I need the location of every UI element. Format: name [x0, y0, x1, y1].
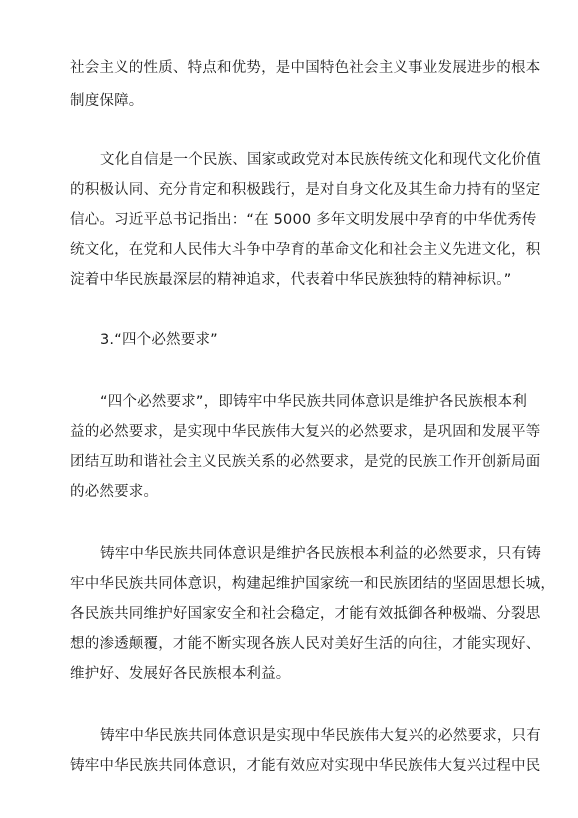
paragraph-first-line: 文化自信是一个民族、国家或政党对本民族传统文化和现代文化价值 — [100, 152, 541, 168]
text-line: 铸牢中华民族共同体意识，才能有效应对实现中华民族伟大复兴过程中民 — [70, 758, 541, 774]
section-heading: 3.“四个必然要求” — [100, 332, 218, 348]
text-line: 各民族共同维护好国家安全和社会稳定，才能有效抵御各种极端、分裂思 — [70, 606, 541, 622]
paragraph-first-line: 铸牢中华民族共同体意识是维护各民族根本利益的必然要求，只有铸 — [100, 546, 541, 562]
text-line: 统文化，在党和人民伟大斗争中孕育的革命文化和社会主义先进文化，积 — [70, 242, 541, 258]
text-line: 想的渗透颠覆，才能不断实现各族人民对美好生活的向往，才能实现好、 — [70, 636, 541, 652]
text-line: 牢中华民族共同体意识，构建起维护国家统一和民族团结的坚固思想长城， — [70, 576, 556, 592]
text-line: 的积极认同、充分肯定和积极践行，是对自身文化及其生命力持有的坚定 — [70, 182, 541, 198]
text-line: 淀着中华民族最深层的精神追求，代表着中华民族独特的精神标识。” — [70, 272, 512, 288]
text-line: 社会主义的性质、特点和优势，是中国特色社会主义事业发展进步的根本 — [70, 60, 541, 76]
paragraph-first-line: 铸牢中华民族共同体意识是实现中华民族伟大复兴的必然要求，只有 — [100, 728, 541, 744]
text-line: 益的必然要求，是实现中华民族伟大复兴的必然要求，是巩固和发展平等 — [70, 424, 541, 440]
text-line: 团结互助和谐社会主义民族关系的必然要求，是党的民族工作开创新局面 — [70, 454, 541, 470]
text-line: 信心。习近平总书记指出：“在 5000 多年文明发展中孕育的中华优秀传 — [70, 212, 537, 228]
text-line: 维护好、发展好各民族根本利益。 — [70, 666, 291, 682]
text-line: 的必然要求。 — [70, 484, 159, 500]
paragraph-first-line: “四个必然要求”，即铸牢中华民族共同体意识是维护各民族根本利 — [100, 394, 528, 410]
text-line: 制度保障。 — [70, 93, 144, 109]
